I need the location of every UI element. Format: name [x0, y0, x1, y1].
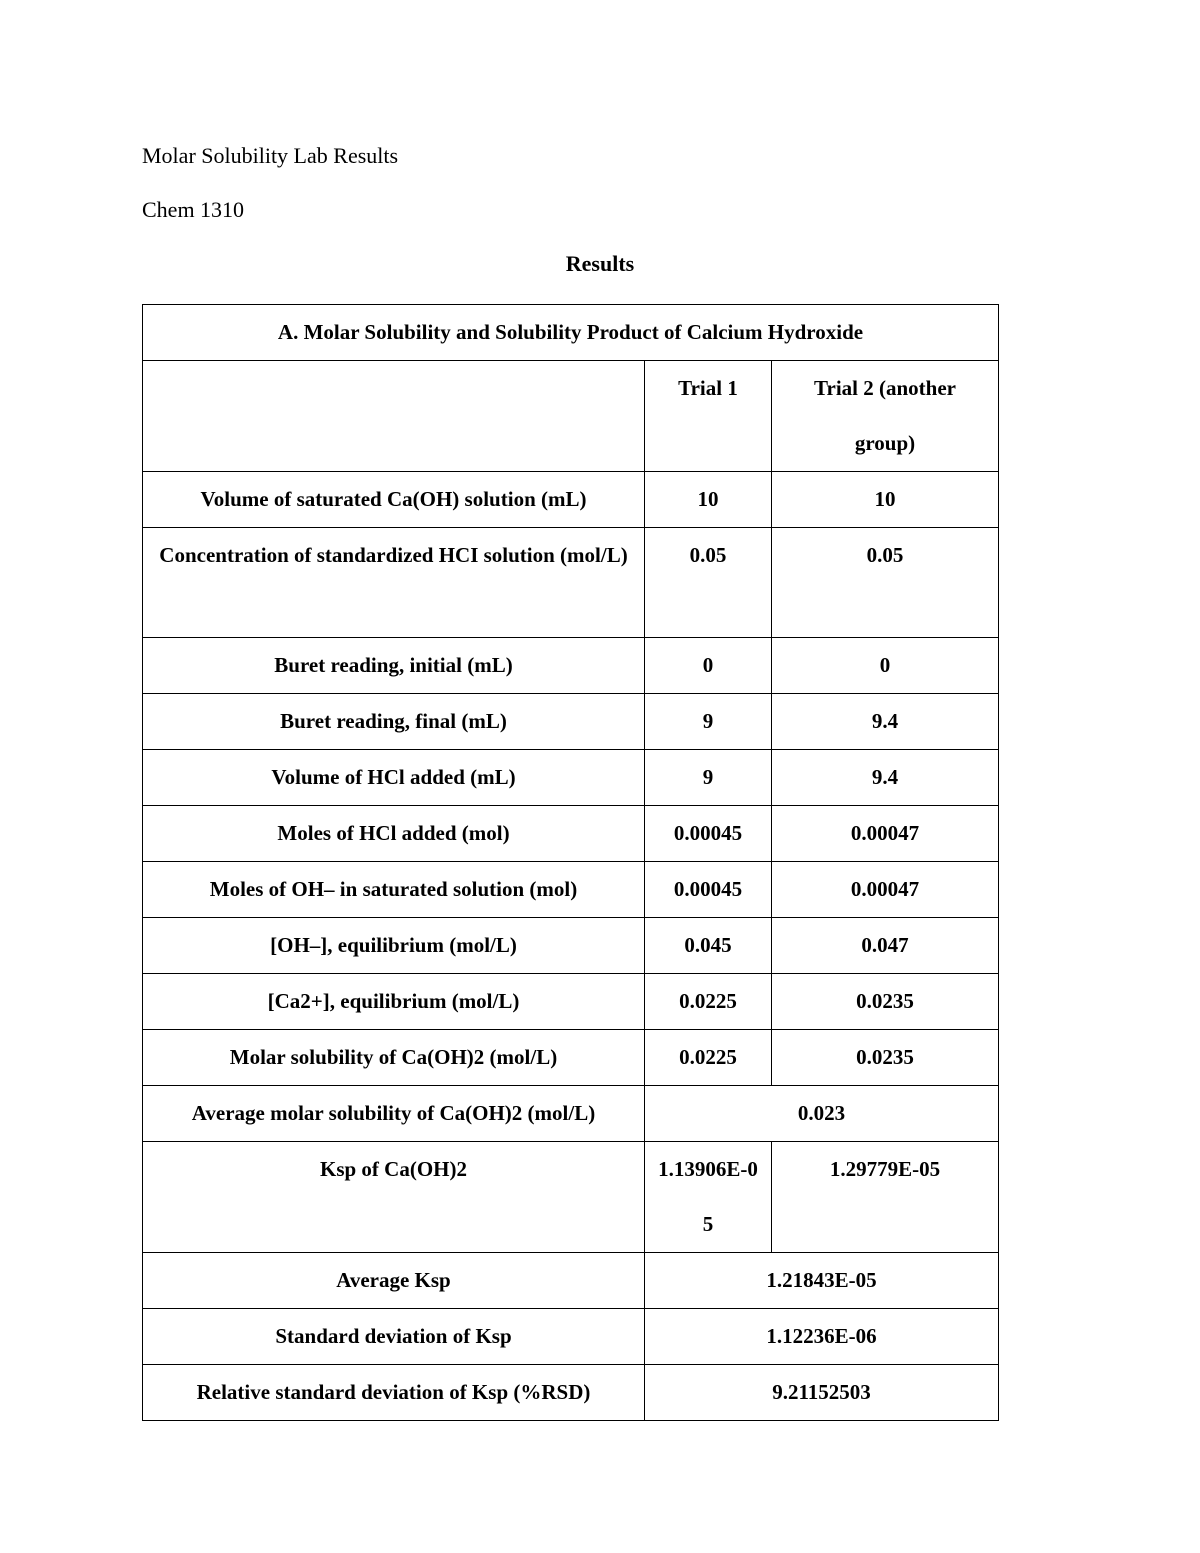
- table-row: [143, 694, 999, 750]
- row-label: Average Ksp: [143, 1253, 645, 1309]
- trial-1-value: 0.045: [645, 918, 772, 974]
- std-dev-ksp-row: [143, 1309, 999, 1365]
- row-label: Buret reading, initial (mL): [143, 638, 645, 694]
- header-trial-2: Trial 2 (another group): [772, 361, 999, 472]
- document-title: Molar Solubility Lab Results: [142, 143, 399, 168]
- merged-value: 1.12236E-06: [645, 1309, 999, 1365]
- trial-1-value: 9: [645, 750, 772, 806]
- row-label: Relative standard deviation of Ksp (%RSD): [143, 1365, 645, 1421]
- trial-2-value: 9.4: [772, 750, 999, 806]
- merged-value: 0.023: [645, 1086, 999, 1142]
- table-caption-row: [143, 305, 999, 361]
- trial-1-value: 0.0225: [645, 974, 772, 1030]
- trial-2-value: 0: [772, 638, 999, 694]
- trial-2-value: 0.00047: [772, 806, 999, 862]
- trial-2-value: 0.05: [772, 528, 999, 638]
- trial-2-value: 10: [772, 472, 999, 528]
- ksp-row: [143, 1142, 999, 1253]
- trial-2-value: 1.29779E-05: [772, 1142, 999, 1253]
- table-row: [143, 472, 999, 528]
- row-label: Moles of OH– in saturated solution (mol): [143, 862, 645, 918]
- average-molar-solubility-row: [143, 1086, 999, 1142]
- header-trial-1: Trial 1: [645, 361, 772, 472]
- rsd-ksp-row: [143, 1365, 999, 1421]
- trial-1-value: 10: [645, 472, 772, 528]
- row-label: Moles of HCl added (mol): [143, 806, 645, 862]
- trial-2-value: 9.4: [772, 694, 999, 750]
- results-table: [142, 304, 999, 1421]
- table-row: [143, 528, 999, 638]
- table-row: [143, 638, 999, 694]
- table-row: [143, 806, 999, 862]
- trial-1-value: 0.00045: [645, 806, 772, 862]
- row-label: Concentration of standardized HCI solution (mol/L): [143, 528, 645, 638]
- trial-1-value: 1.13906E-05: [645, 1142, 772, 1253]
- table-row: [143, 918, 999, 974]
- trial-1-value: 0: [645, 638, 772, 694]
- row-label: Standard deviation of Ksp: [143, 1309, 645, 1365]
- row-label: Buret reading, final (mL): [143, 694, 645, 750]
- row-label: Ksp of Ca(OH)2: [143, 1142, 645, 1253]
- row-label: Volume of saturated Ca(OH) solution (mL): [143, 472, 645, 528]
- trial-1-value: 9: [645, 694, 772, 750]
- row-label: Molar solubility of Ca(OH)2 (mol/L): [143, 1030, 645, 1086]
- row-label: Average molar solubility of Ca(OH)2 (mol/L): [143, 1086, 645, 1142]
- trial-1-value: 0.0225: [645, 1030, 772, 1086]
- trial-2-value: 0.0235: [772, 974, 999, 1030]
- header-blank-cell: [143, 361, 645, 472]
- merged-value: 1.21843E-05: [645, 1253, 999, 1309]
- average-ksp-row: [143, 1253, 999, 1309]
- trial-1-value: 0.05: [645, 528, 772, 638]
- trial-2-value: 0.047: [772, 918, 999, 974]
- table-row: [143, 974, 999, 1030]
- table-row: [143, 750, 999, 806]
- table-row: [143, 1030, 999, 1086]
- trial-2-value: 0.0235: [772, 1030, 999, 1086]
- section-heading: Results: [565, 251, 635, 276]
- table-row: [143, 862, 999, 918]
- trial-1-value: 0.00045: [645, 862, 772, 918]
- table-header-row: [143, 361, 999, 472]
- row-label: [Ca2+], equilibrium (mol/L): [143, 974, 645, 1030]
- row-label: Volume of HCl added (mL): [143, 750, 645, 806]
- trial-2-value: 0.00047: [772, 862, 999, 918]
- row-label: [OH–], equilibrium (mol/L): [143, 918, 645, 974]
- merged-value: 9.21152503: [645, 1365, 999, 1421]
- course-name: Chem 1310: [142, 197, 245, 222]
- table-caption: A. Molar Solubility and Solubility Product of Calcium Hydroxide: [143, 305, 999, 361]
